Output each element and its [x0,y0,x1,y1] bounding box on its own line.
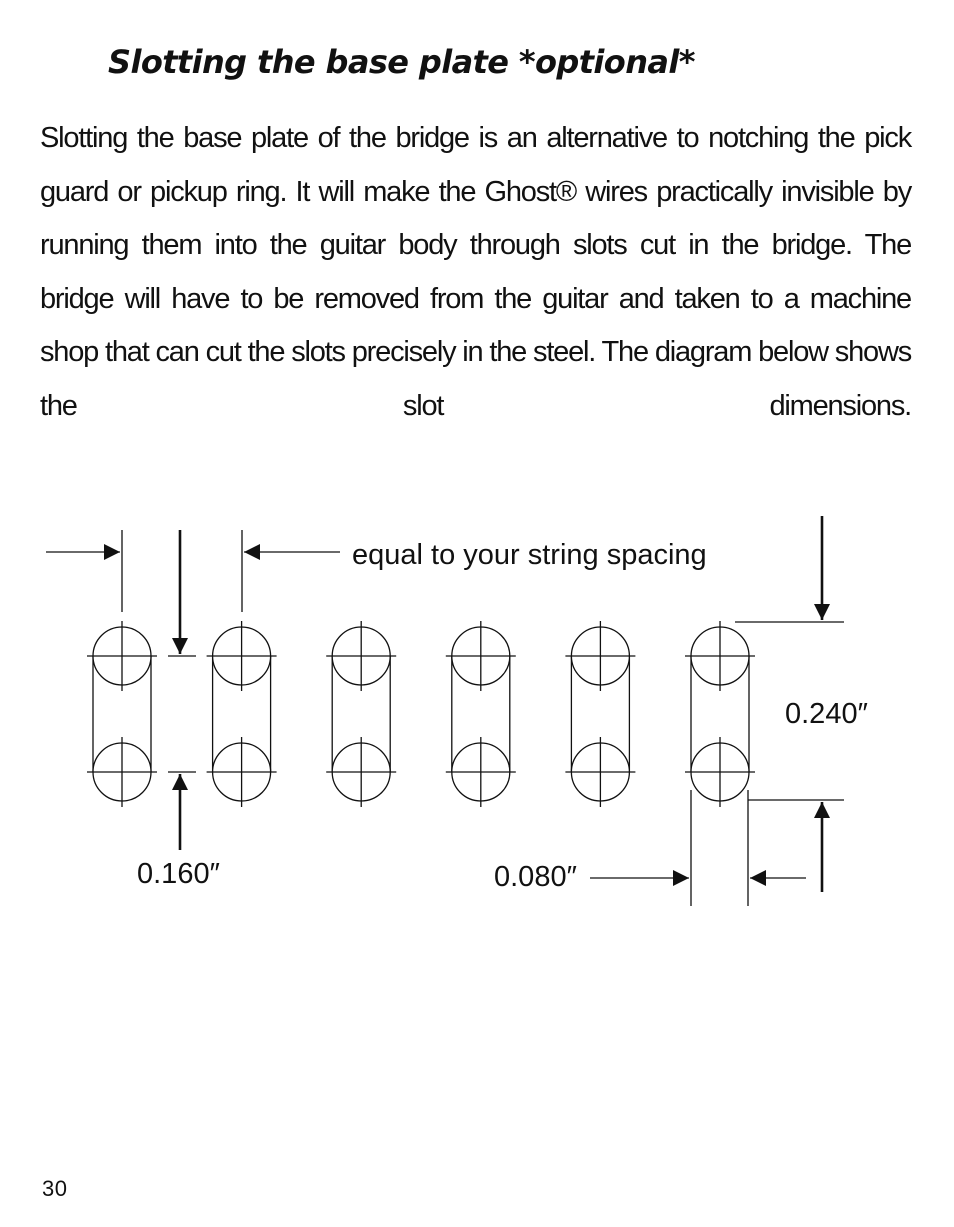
body-paragraph: Slotting the base plate of the bridge is an alternative to notching the pick guard or pickup ring. It will make the Ghost® wires practically invisible by running them into the guitar body through slots cut in the bridge. The bridge will have to be removed from the guitar and taken to a machine shop that can cut the slots precisely in the steel. The diagram below shows the slot dimensions. [40,122,911,422]
page-title: Slotting the base plate *optional* [108,43,695,81]
label-gap: 0.160″ [137,858,220,890]
label-string-spacing: equal to your string spacing [352,539,707,571]
slots-group [87,621,755,807]
slot-dimensions-diagram [0,500,954,920]
label-slot-length: 0.240″ [785,698,868,730]
dimension-lines [46,516,844,906]
label-slot-width: 0.080″ [494,861,577,893]
page-number: 30 [42,1176,68,1201]
